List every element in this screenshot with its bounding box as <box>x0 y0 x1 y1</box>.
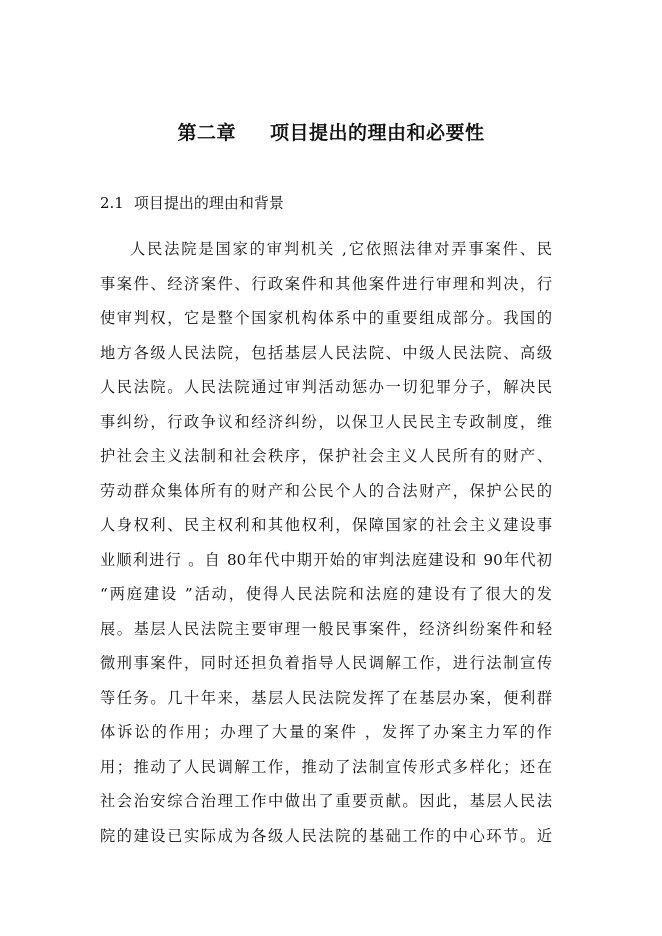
paragraph-line: 社会治安综合治理工作中做出了重要贡献。因此，基层人民法 <box>100 792 552 810</box>
paragraph-line: 展。基层人民法院主要审理一般民事案件，经济纠纷案件和轻 <box>100 619 552 638</box>
body-paragraph <box>100 232 552 853</box>
paragraph-line: 劳动群众集体所有的财产和公民个人的合法财产，保护公民的 <box>100 481 552 500</box>
section-heading <box>100 192 284 213</box>
paragraph-line: 事纠纷，行政争议和经济纠纷，以保卫人民民主专政制度，维 <box>100 412 552 431</box>
section-title-text: 项目提出的理由和背景 <box>133 194 284 212</box>
paragraph-line: 微刑事案件，同时还担负着指导人民调解工作，进行法制宣传 <box>100 654 552 672</box>
paragraph-line: 人民法院。人民法院通过审判活动惩办一切犯罪分子，解决民 <box>100 378 552 396</box>
paragraph-line: 等任务。几十年来，基层人民法院发挥了在基层办案，便利群 <box>100 688 552 707</box>
paragraph-line: 使审判权，它是整个国家机构体系中的重要组成部分。我国的 <box>100 309 552 327</box>
paragraph-line: 护社会主义法制和社会秩序，保护社会主义人民所有的财产、 <box>100 447 552 465</box>
chapter-number: 第二章 <box>177 122 236 144</box>
chapter-title <box>0 118 662 145</box>
section-number: 2.1 <box>100 194 124 212</box>
paragraph-line: 用；推动了人民调解工作，推动了法制宣传形式多样化；还在 <box>100 757 552 776</box>
paragraph-line: “两庭建设 ”活动，使得人民法院和法庭的建设有了很大的发 <box>100 585 552 603</box>
paragraph-line: 人民法院是国家的审判机关 ,它依照法律对弄事案件、民 <box>130 240 552 258</box>
paragraph-line: 人身权利、民主权利和其他权利，保障国家的社会主义建设事 <box>100 516 552 534</box>
paragraph-line: 院的建设已实际成为各级人民法院的基础工作的中心环节。近 <box>100 826 552 845</box>
paragraph-line: 业顺利进行 。自 80年代中期开始的审判法庭建设和 90年代初 <box>100 550 552 569</box>
paragraph-line: 体诉讼的作用；办理了大量的案件 ，发挥了办案主力军的作 <box>100 723 552 741</box>
paragraph-line: 事案件、经济案件、行政案件和其他案件进行审理和判决，行 <box>100 274 552 293</box>
paragraph-line: 地方各级人民法院，包括基层人民法院、中级人民法院、高级 <box>100 343 552 362</box>
chapter-title-text: 项目提出的理由和必要性 <box>270 122 485 144</box>
